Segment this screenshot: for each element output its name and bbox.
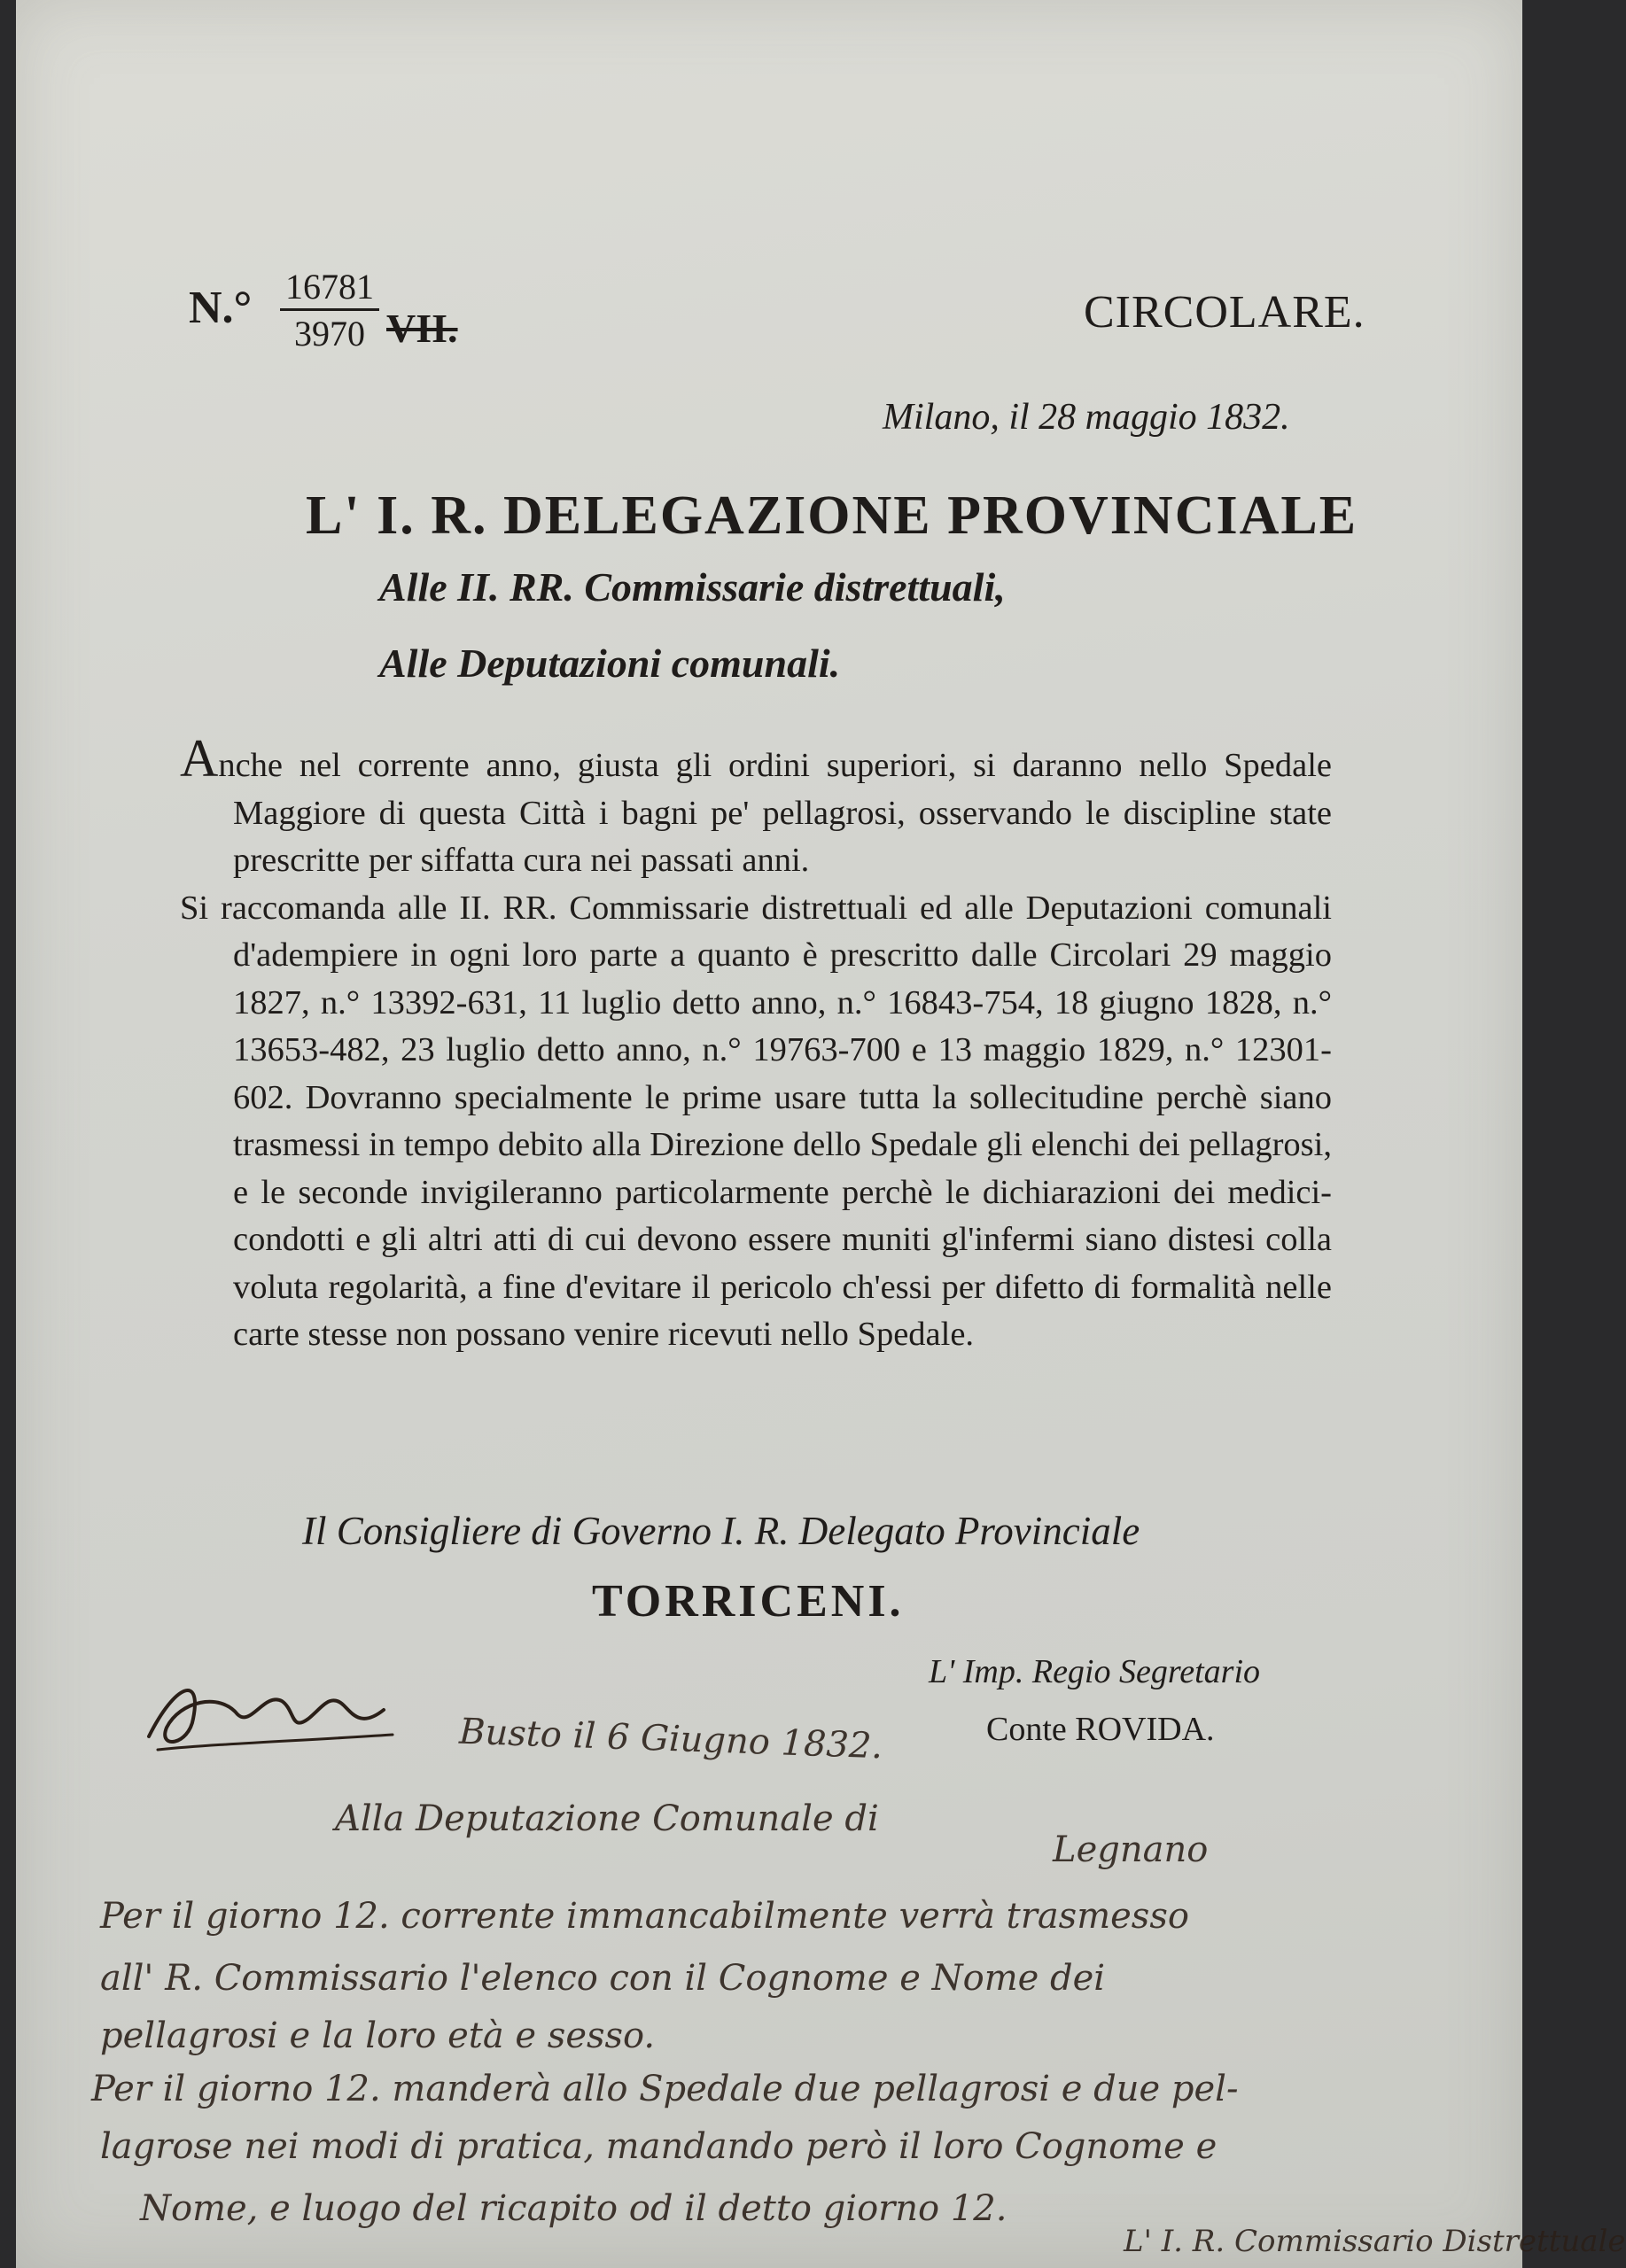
document-number-prefix: N.° <box>189 283 253 333</box>
handwritten-line: Nome, e luogo del ricapito od il detto giorno 12. <box>140 2188 1007 2229</box>
handwritten-line: all' R. Commissario l'elenco con il Cognome e Nome dei <box>100 1958 1106 1999</box>
secretary-name: Conte ROVIDA. <box>986 1711 1215 1748</box>
document-heading: L' I. R. DELEGAZIONE PROVINCIALE <box>306 485 1358 546</box>
signatory-name: TORRICENI. <box>592 1576 905 1627</box>
handwritten-addressee: Alla Deputazione Comunale di <box>335 1798 879 1839</box>
document-number-top: 16781 <box>280 266 379 311</box>
document-number-bottom: 3970 <box>294 314 365 353</box>
document-body <box>180 729 1332 1359</box>
document-section-roman: VII. <box>386 306 458 351</box>
document-sheet <box>16 0 1626 2268</box>
handwritten-line: Per il giorno 12. corrente immancabilmente verrà trasmesso <box>100 1896 1189 1937</box>
handwritten-signature-icon <box>140 1666 406 1763</box>
handwritten-line: lagrose nei modi di pratica, mandando però il loro Cognome e <box>100 2126 1218 2167</box>
handwritten-date: Busto il 6 Giugno 1832. <box>458 1711 883 1767</box>
handwritten-addressee-place: Legnano <box>1053 1829 1209 1870</box>
handwritten-line: Per il giorno 12. manderà allo Spedale due pellagrosi e due pel- <box>91 2069 1239 2109</box>
place-date: Milano, il 28 maggio 1832. <box>883 397 1290 438</box>
document-number-fraction <box>280 266 379 357</box>
document-kind: CIRCOLARE. <box>1084 287 1365 338</box>
body-paragraph: Anche nel corrente anno, giusta gli ordini superiori, si daranno nello Spedale Maggiore di questa Città i bagni pe' pellagrosi, osservando le discipline state prescritte per siffatta cura nei passati anni. <box>180 729 1332 879</box>
addressee-line: Alle Deputazioni comunali. <box>379 641 841 686</box>
handwritten-closing: L' I. R. Commissario Distrettuale <box>1124 2224 1626 2259</box>
handwritten-line: pellagrosi e la loro età e sesso. <box>100 2016 656 2056</box>
signatory-title: Il Consigliere di Governo I. R. Delegato Provinciale <box>302 1509 1140 1553</box>
body-paragraph: Si raccomanda alle II. RR. Commissarie distrettuali ed alle Deputazioni comunali d'adempiere in ogni loro parte a quanto è prescritto dalle Circolari 29 maggio 1827, n.° 13392-631, 11 luglio detto anno, n.° 16843-754, 18 giugno 1828, n.° 13653-482, 23 luglio detto anno, n.° 19763-700 e 13 maggio 1829, n.° 12301-602. Dovranno specialmente le prime usare tutta la sollecitudine perchè siano trasmessi in tempo debito alla Direzione dello Spedale gli elenchi dei pellagrosi, e le seconde invigileranno particolarmente perchè le dichiarazioni dei medici-condotti e gli altri atti di cui devono essere muniti gl'infermi siano distesi colla voluta regolarità, a fine d'evitare il pericolo ch'essi per difetto di formalità nelle carte stesse non possano venire ricevuti nello Spedale. <box>180 889 1332 1353</box>
addressee-line: Alle II. RR. Commissarie distrettuali, <box>379 564 1006 610</box>
secretary-role: L' Imp. Regio Segretario <box>929 1653 1261 1690</box>
